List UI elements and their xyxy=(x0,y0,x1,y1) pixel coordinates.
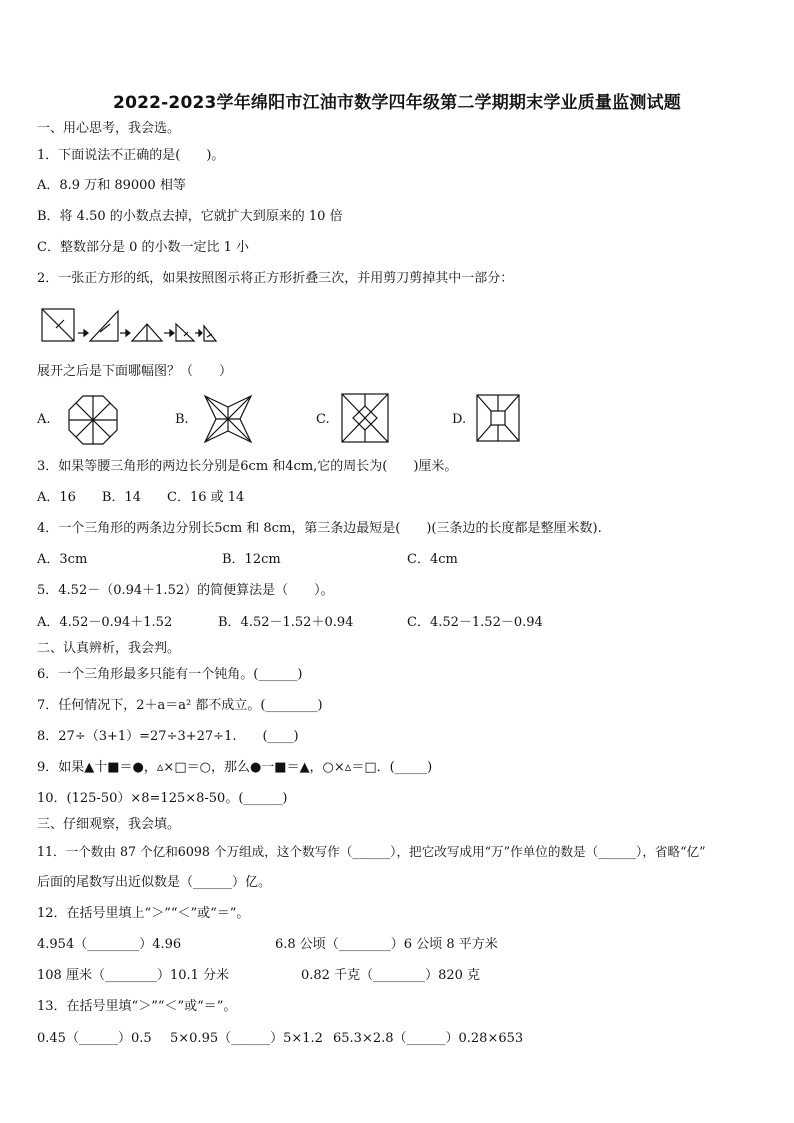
question-3-options: A．16 B．14 C．16 或 14 xyxy=(37,490,245,505)
question-10: 10．(125-50）×8=125×8-50。(______) xyxy=(37,791,288,806)
question-2: 2．一张正方形的纸，如果按照图示将正方形折叠三次，并用剪刀剪掉其中一部分： xyxy=(37,271,514,286)
question-12-item-d: 0.82 千克（________）820 克 xyxy=(301,968,481,983)
question-1-option-a: A．8.9 万和 89000 相等 xyxy=(37,178,186,193)
question-5-option-c: C．4.52－1.52－0.94 xyxy=(407,615,543,630)
question-11-cont: 后面的尾数写出近似数是（______）亿。 xyxy=(37,875,272,890)
choice-b-figure xyxy=(202,393,254,445)
page-title: 2022-2023学年绵阳市江油市数学四年级第二学期期末学业质量监测试题 xyxy=(113,93,681,113)
choice-d-figure xyxy=(475,393,521,443)
question-1-option-c: C．整数部分是 0 的小数一定比 1 小 xyxy=(37,240,250,255)
question-4-option-b: B．12cm xyxy=(222,552,281,567)
question-1-option-b: B．将 4.50 的小数点去掉，它就扩大到原来的 10 倍 xyxy=(37,209,343,224)
section-1-heading: 一、用心思考，我会选。 xyxy=(37,121,181,136)
choice-a-figure xyxy=(67,394,119,446)
question-12: 12．在括号里填上“＞”“＜”或“＝”。 xyxy=(37,906,250,921)
question-13-item-b: 5×0.95（______）5×1.2 xyxy=(170,1031,323,1046)
question-5: 5．4.52－（0.94＋1.52）的简便算法是（ ）。 xyxy=(37,583,334,598)
question-4-option-a: A．3cm xyxy=(37,552,88,567)
question-13: 13．在括号里填“＞”“＜”或“＝”。 xyxy=(37,999,237,1014)
question-5-option-a: A．4.52－0.94＋1.52 xyxy=(37,615,173,630)
question-5-option-b: B．4.52－1.52＋0.94 xyxy=(218,615,354,630)
choice-c-label: C. xyxy=(316,412,330,427)
question-13-item-a: 0.45（______）0.5 xyxy=(37,1031,152,1046)
question-8: 8．27÷（3+1）=27÷3+27÷1. (____) xyxy=(37,729,299,744)
choice-c-figure xyxy=(340,392,390,444)
question-13-item-c: 65.3×2.8（______）0.28×653 xyxy=(333,1031,524,1046)
folding-steps-figure xyxy=(38,306,218,346)
question-12-item-b: 6.8 公顷（________）6 公顷 8 平方米 xyxy=(275,937,498,952)
question-9: 9．如果▲十■＝●，▵×□＝○，那么●一■＝▲，○×▵＝□．(_____) xyxy=(37,760,433,775)
question-7: 7．任何情况下，2＋a＝a² 都不成立。(________) xyxy=(37,698,323,713)
choice-b-label: B. xyxy=(175,412,189,427)
question-3: 3．如果等腰三角形的两边长分别是6cm 和4cm,它的周长为( )厘米。 xyxy=(37,459,458,474)
question-11: 11．一个数由 87 个亿和6098 个万组成，这个数写作（______），把它改写成用“万”作单位的数是（______），省略“亿” xyxy=(37,844,706,859)
question-12-item-a: 4.954（________）4.96 xyxy=(37,937,182,952)
section-2-heading: 二、认真辨析，我会判。 xyxy=(37,641,181,656)
question-2-prompt: 展开之后是下面哪幅图？（ ） xyxy=(37,364,233,379)
choice-d-label: D. xyxy=(452,412,467,427)
question-12-item-c: 108 厘米（________）10.1 分米 xyxy=(37,968,230,983)
section-3-heading: 三、仔细观察，我会填。 xyxy=(37,817,181,832)
question-4-option-c: C．4cm xyxy=(407,552,458,567)
question-1: 1．下面说法不正确的是( )。 xyxy=(37,148,225,163)
choice-a-label: A. xyxy=(37,412,51,427)
question-6: 6．一个三角形最多只能有一个钝角。(______) xyxy=(37,667,303,682)
question-4: 4．一个三角形的两条边分别长5cm 和 8cm，第三条边最短是( )(三条边的长度都是整厘米数). xyxy=(37,521,602,536)
